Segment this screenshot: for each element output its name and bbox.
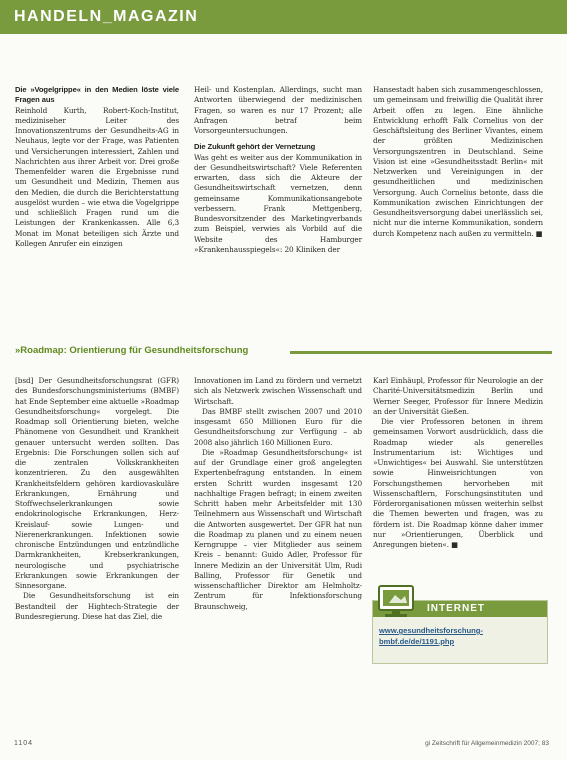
article-text: Die Gesundheitsforschung ist ein Bestandteil der Hightech-Strategie der Bundesregierung. Diese hat das Ziel, die [15, 591, 179, 621]
article-text: Karl Einhäupl, Professor für Neurologie an der Charité-Universitätsmedizin Berlin und Werner Seeger, Professor für Innere Medizin an der Universität Gießen. [373, 376, 543, 416]
article-column-3 [373, 85, 543, 239]
section-heading: Die »Vogelgrippe« in den Medien löste viele Fragen aus [15, 85, 179, 105]
page-number: 1104 [14, 740, 34, 747]
section-divider [290, 351, 552, 354]
section-subheading: Die Zukunft gehört der Vernetzung [194, 142, 316, 152]
roadmap-column-2 [194, 376, 362, 612]
journal-reference: gi Zeitschrift für Allgemeinmedizin 2007; 83 [425, 740, 549, 747]
computer-icon [375, 583, 421, 619]
article-text: Innovationen im Land zu fördern und vernetzt sich als Netzwerk zwischen Wissenschaft und Wirtschaft. [194, 376, 362, 406]
article-text: Die vier Professoren betonen in ihrem gemeinsamen Vorwort ausdrücklich, dass die Roadmap wieder als generelles Instrumentarium ist: Wichtiges und »Unwichtiges« bei Auswahl. Sie unterstützen sowie Hinweisrichtungen von Forschungsthemen hervorheben mit Wissenschaftlern, Forschungsinstituten und Förderorganisationen müssen weiterhin selbst die Themen bewerten und fragen, was zu fördern ist. Die Roadmap könne daher immer nur »Orientierungen, Überblick und Anregungen bieten«. ■ [373, 417, 543, 549]
article-text: Das BMBF stellt zwischen 2007 und 2010 insgesamt 650 Millionen Euro für die Gesundheitsforschung zur Verfügung – ab 2008 also jährlich 160 Millionen Euro. [194, 406, 362, 447]
roadmap-column-1 [15, 376, 179, 622]
article-text: Heil- und Kostenplan. Allerdings, sucht man Antworten überwiegend der medizinischen Fragen, so waren es nur 17 Prozent; alle Anfragen betraf beim Vorsorgeuntersuchungen. [194, 85, 362, 135]
article-column-1 [15, 85, 179, 249]
article-column-2 [194, 85, 362, 255]
internet-box [372, 600, 548, 664]
article-text: Hansestadt haben sich zusammengeschlossen, um gemeinsam und freiwillig die Qualität ihrer Arbeit offen zu legen. Eine ähnliche Entwicklung erhofft Falk Cornelius von der Geschäftsleitung des Berliner Vivantes, einem der größten Medizinischen Versorgungszentren in Deutschland. Seine Vision ist eine »Gesundheitsstadt Berlin« mit Netzwerken und Vereinigungen in der gesundheitlichen und medizinischen Versorgung. Auch Cornelius betonte, dass die Kommunikation zwischen Einrichtungen der Gesundheitsversorgung dabei unerlässlich sei, nicht nur die interne Kommunikation, sondern durch Kompetenz nach außen zu vermitteln. ■ [373, 85, 543, 238]
article-text: Was geht es weiter aus der Kommunikation in der Gesundheitswirtschaft? Viele Referenten erwarten, dass sich die Akteure der Gesundheitswirtschaft vernetzen, denn gemeinsame Kommunikationsangebote verbessern. Frank Mettgenberg, Bundesvorsitzender des Marketingverbands zum Beispiel, verwies als Vorbild auf die Website des Hamburger »Krankenhausspiegels«: 20 Kliniken der [194, 152, 362, 254]
article-text: [bsd] Der Gesundheitsforschungsrat (GFR) des Bundesforschungsministeriums (BMBF) hat Ende September eine aktuelle »Roadmap Gesundheitsforschung« vorgelegt. Die Roadmap soll Orientierung bieten, welche Phänomene von Gesundheit und Krankheit genauer untersucht werden sollten. Das Ergebnis: Die Forschungen sollen sich auf die zentralen Volkskrankheiten konzentrieren. Zu den ausgewählten Krankheitsfeldern gehören kardiovaskuläre Erkrankungen, Ernährung und Stoffwechselerkrankungen sowie endokrinologische Erkrankungen, Herz-Kreislauf- sowie Lungen- und Nierenerkrankungen. Infektionen sowie chronische Entzündungen und entzündliche Darmkrankheiten, Krebserkrankungen, neurologische und psychiatrische Erkrankungen sowie Erkrankungen der Sinnesorgane. [15, 376, 179, 590]
magazine-header [0, 0, 567, 34]
roadmap-title: »Roadmap: Orientierung für Gesundheitsforschung [15, 345, 249, 356]
internet-link[interactable]: www.gesundheitsforschung-bmbf.de/de/1191.php [379, 626, 483, 646]
article-text: Die »Roadmap Gesundheitsforschung« ist auf der Grundlage einer groß angelegten Expertenbefragung entstanden. In einem ersten Schritt wurden insgesamt 120 nachhaltige Fragen befragt; in einem zweiten Schritt haben mehr Arbeitsfelder mit 130 Teilnehmern aus Wissenschaft und Wirtschaft die Antworten ausgewertet. Der GFR hat nun die Roadmap zu planen und zu einem neuen Kerngruppe – vier Mitglieder aus seinem Kreis – benannt: Guido Adler, Professor für Innere Medizin an der Universität Ulm, Rudi Balling, Professor für Genetik und wissenschaftlicher Direktor am Helmholtz-Zentrum für Infektionsforschung Braunschweig, [194, 447, 362, 611]
internet-title: INTERNET [427, 603, 485, 614]
article-text: Reinhold Kurth, Robert-Koch-Institut, mediziniseher Leiter des Innovationszentrums der Gesundheits-AG in Neuhaus, legte vor der Frage, was Patienten und Versicherungen interessiert, Zahlen und Nachrichten aus ihrer Arbeit vor. Drei große Themenfelder waren die Ergebnisse rund um Gesundheit und Medizin, Themen aus den Medien, die durch die Berichterstattung ausgelöst wurden – wie etwa die Vogelgrippe und schließlich Fragen rund um die Leistungen der Krankenkassen. Alle 6,3 Monat im Monat beteiligen sich Ärzte und Kollegen Anrufer ein einzigen [15, 105, 179, 248]
roadmap-column-3 [373, 376, 543, 550]
header-title: HANDELN_MAGAZIN [14, 8, 199, 25]
